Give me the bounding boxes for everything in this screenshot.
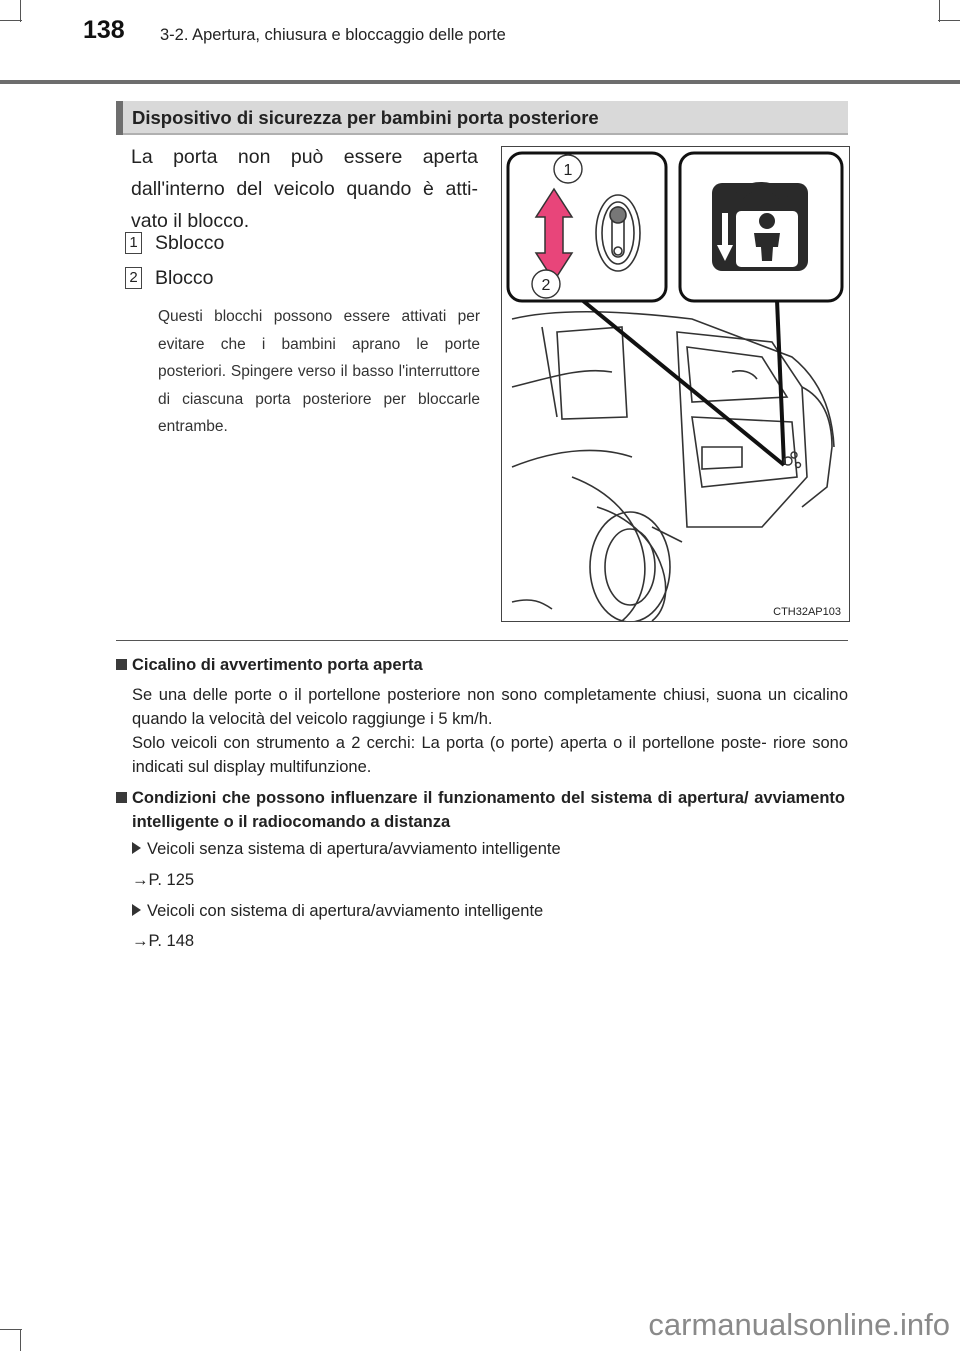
callout-number: 2: [541, 277, 551, 294]
info-paragraph: Solo veicoli con strumento a 2 cerchi: La porta (o porte) aperta o il portellone poste- riore sono indicati sul display multifunzione.: [132, 734, 848, 776]
info-heading-smart-entry-conditions: [116, 786, 845, 834]
triangle-bullet-icon: [132, 842, 141, 854]
number-badge: 2: [125, 267, 142, 289]
bullet-item: [132, 902, 543, 921]
info-heading-text: Cicalino di avvertimento porta aperta: [132, 656, 423, 674]
section-title: Dispositivo di sicurezza per bambini porta posteriore: [132, 107, 599, 128]
switch-detail-box: [508, 153, 666, 301]
info-paragraph: Se una delle porte o il portellone posteriore non sono completamente chiusi, suona un cicalino quando la velocità del veicolo raggiunge i 5 km/h.: [132, 686, 848, 728]
square-bullet-icon: [116, 659, 127, 670]
callout-2: [532, 270, 560, 298]
callout-number: 1: [563, 162, 573, 179]
bullet-label: Veicoli senza sistema di apertura/avviamento intelligente: [147, 840, 561, 858]
crop-mark: [0, 1329, 22, 1330]
page-reference-link[interactable]: →P. 125: [132, 871, 195, 889]
page-reference-link[interactable]: →P. 148: [132, 932, 195, 950]
item-label: Sblocco: [155, 232, 225, 254]
running-head: 3-2. Apertura, chiusura e bloccaggio delle porte: [160, 26, 506, 44]
crop-mark: [938, 20, 960, 21]
numbered-item-unlock: [125, 232, 224, 255]
figure-code: CTH32AP103: [773, 606, 841, 618]
section-title-bar: [116, 101, 848, 135]
note-paragraph: Questi blocchi possono essere attivati per evitare che i bambini aprano le porte posteriori. Spingere verso il basso l'interruttore di ciascuna porta posteriore per bloccarle entrambe.: [158, 308, 480, 435]
number-badge: 1: [125, 232, 142, 254]
child-lock-illustration: [501, 146, 850, 622]
crop-mark: [0, 20, 22, 21]
intro-paragraph: La porta non può essere aperta dall'interno del veicolo quando è atti- vato il blocco.: [131, 146, 478, 232]
crop-mark: [20, 1329, 21, 1351]
section-accent: [116, 101, 123, 135]
car-outline: [512, 312, 834, 621]
item-label: Blocco: [155, 267, 214, 289]
triangle-bullet-icon: [132, 904, 141, 916]
header-rule: [0, 80, 960, 84]
illustration-drawing: [502, 147, 849, 621]
bullet-label: Veicoli con sistema di apertura/avviamento intelligente: [147, 902, 544, 920]
door-switch-icon: [784, 452, 801, 468]
page-number: 138: [83, 16, 125, 44]
square-bullet-icon: [116, 792, 127, 803]
crop-mark: [20, 0, 21, 22]
numbered-item-lock: [125, 267, 214, 290]
crop-mark: [939, 0, 940, 22]
child-lock-symbol-icon: [712, 183, 808, 271]
info-heading-door-open-buzzer: [116, 653, 845, 677]
bullet-item: [132, 840, 561, 859]
watermark: carmanualsonline.info: [648, 1307, 950, 1342]
callout-1: [554, 155, 582, 183]
info-heading-text: Condizioni che possono influenzare il funzionamento del sistema di apertura/ avviamento intelligente o il radiocomando a distanza: [132, 789, 845, 831]
section-divider: [116, 640, 848, 641]
